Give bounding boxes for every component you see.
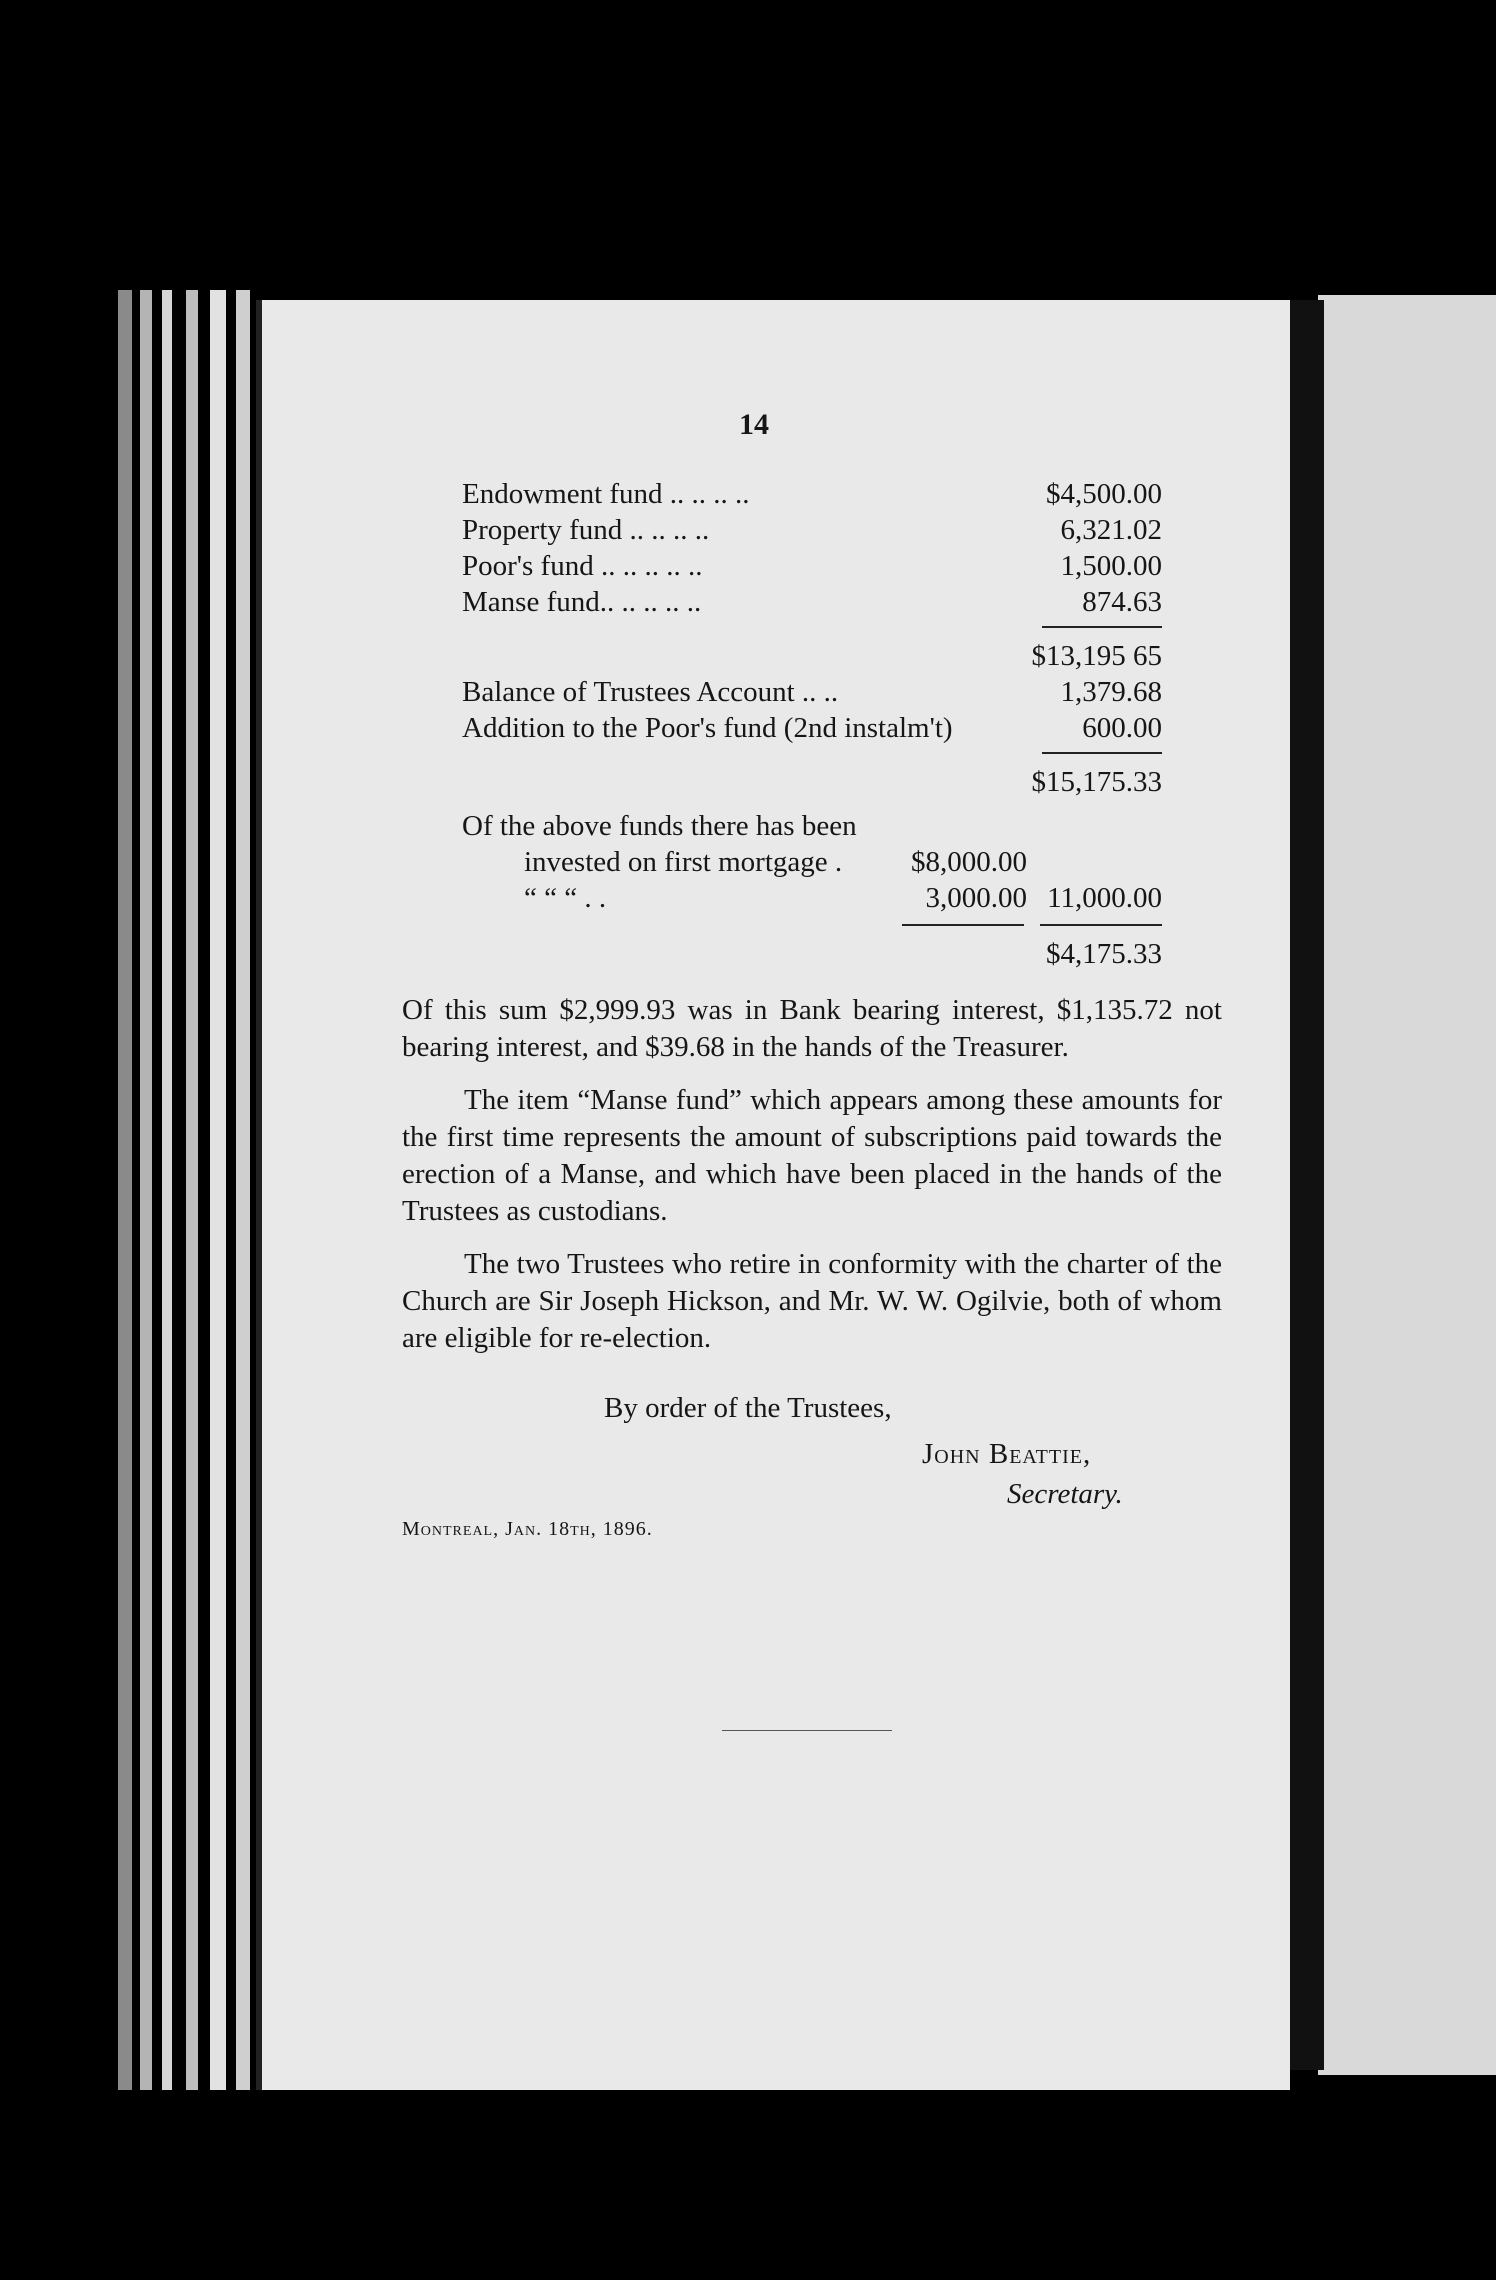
page-number: 14 [739,408,769,441]
investment-row [462,880,1162,916]
ledger-amount: 6,321.02 [1060,514,1162,546]
page-edge [118,290,132,2090]
ledger-label: Poor's fund .. .. .. .. .. [462,550,703,582]
by-order-line: By order of the Trustees, [604,1392,892,1424]
ledger-row [462,584,1162,620]
investment-label: “ “ “ . . [524,882,607,914]
page-edge [236,290,250,2090]
ledger-row [462,710,1162,746]
ledger-label: Endowment fund .. .. .. .. [462,478,750,510]
ledger-row [462,476,1162,512]
ledger-remainder: $4,175.33 [1046,938,1162,970]
ledger-label: Manse fund.. .. .. .. .. [462,586,702,618]
sum-rule [1042,752,1162,754]
paragraph: Of this sum $2,999.93 was in Bank bearing interest, $1,135.72 not bearing interest, and $39.68 in the hands of the Treasurer. [402,994,1222,1063]
ledger-label: Addition to the Poor's fund (2nd instalm't) [462,712,953,744]
ledger-row [462,512,1162,548]
gutter-shadow [1290,300,1324,2070]
signatory-name: John Beattie, [922,1438,1092,1470]
ledger-total: $15,175.33 [1031,766,1162,798]
document-page [256,300,1290,2090]
ledger-amount: 600.00 [1082,712,1162,744]
page-edge [210,290,226,2090]
ledger-amount: 1,379.68 [1060,676,1162,708]
paragraph: The item “Manse fund” which appears among these amounts for the first time represents the amount of subscriptions paid towards the erection of a Manse, and which have been placed in the hands of the Trustees as custodians. [402,1084,1222,1227]
sum-rule [462,924,1162,926]
investment-sum [1027,844,1162,880]
ledger-label: Balance of Trustees Account .. .. [462,676,839,708]
page-edge [140,290,152,2090]
page-edge [186,290,198,2090]
ledger-subtotal: $13,195 65 [1031,640,1162,672]
sum-rule [1042,626,1162,628]
investment-amount: $8,000.00 [911,846,1027,878]
investment-label: invested on first mortgage . [524,846,843,878]
ledger-amount: 874.63 [1082,586,1162,618]
dateline: Montreal, Jan. 18th, 1896. [402,1518,653,1540]
ledger-label: Property fund .. .. .. .. [462,514,710,546]
ledger-row [462,674,1162,710]
ledger-amount: $4,500.00 [1046,478,1162,510]
fund-ledger [462,476,1162,972]
page-edge [162,290,172,2090]
paragraph: The two Trustees who retire in conformity with the charter of the Church are Sir Joseph Hickson, and Mr. W. W. Ogilvie, both of whom are eligible for re-election. [402,1248,1222,1354]
body-text [402,992,1222,1373]
ledger-amount: 1,500.00 [1060,550,1162,582]
facing-page [1318,295,1496,2075]
investment-sum: 11,000.00 [1047,882,1162,914]
investment-row [462,844,1162,880]
investment-intro: Of the above funds there has been [462,810,857,842]
investment-amount: 3,000.00 [925,882,1027,914]
divider [722,1730,892,1731]
signature-block [402,1388,1222,1514]
ledger-row [462,548,1162,584]
signatory-title: Secretary. [1007,1478,1123,1510]
